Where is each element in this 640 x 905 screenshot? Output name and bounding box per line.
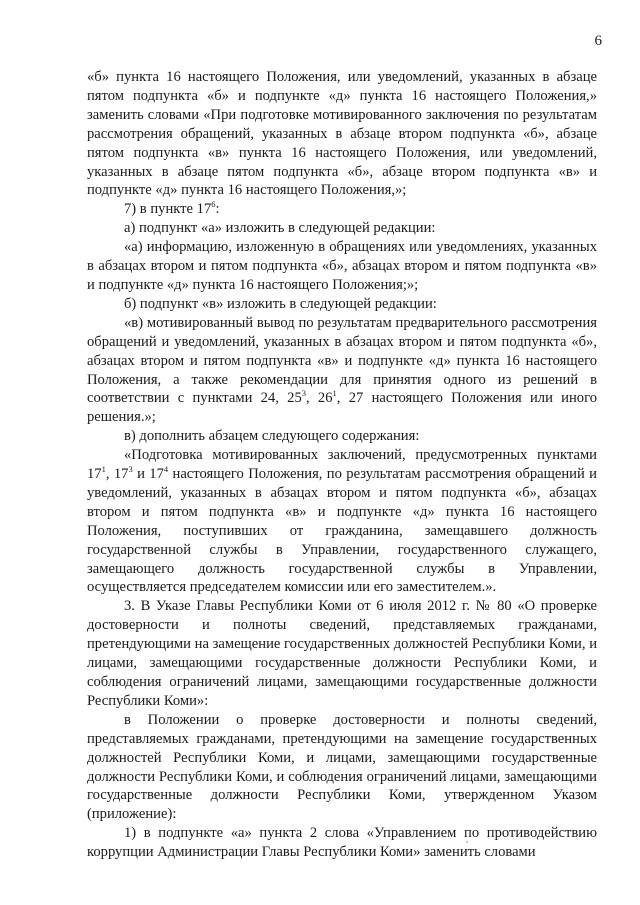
quote-v-text-2: , 26 [306,390,333,407]
superscript: 1 [101,464,106,475]
page-number: 6 [594,33,602,49]
document-body [87,68,597,862]
new-abzac-text-2: , 17 [105,466,129,483]
scan-speck [466,841,468,843]
superscript: 3 [128,464,133,475]
paragraph-new-abzac [87,446,597,597]
paragraph-subitem-v: в) дополнить абзацем следующего содержания: [124,428,420,445]
superscript: 3 [301,388,307,399]
new-abzac-text-4: настоящего Положения, по результатам рассмотрения обращений и уведомлений, указанных в абзацах втором и пятом подпункта «б», абзацах втором и пятом подпункта «в» и подпункте «д» пункта 16 настоящего Положения, поступивших от гражданина, замещавшего должность государственной службы в Управлении, государственного служащего, замещающего должность государственной службы в Управлении, осуществляется председателем комиссии или его заместителем.». [87,466,597,596]
paragraph-item-1: 1) в подпункте «а» пункта 2 слова «Управлением по противодействию коррупции Администрации Главы Республики Коми» заменить словами [87,825,597,861]
superscript: 1 [332,388,337,399]
new-abzac-text-3: и 17 [132,466,164,483]
paragraph-quote-v [87,314,597,427]
item-7-text: 7) в пункте 17 [124,201,212,218]
superscript: 4 [163,464,169,475]
superscript: 6 [211,199,216,210]
paragraph-quote-a: «а) информацию, изложенную в обращениях или уведомлениях, указанных в абзацах втором и пятом подпункта «б», абзацах втором и пятом подпункта «в» и подпункте «д» пункта 16 настоящего Положения;»; [87,239,597,293]
quote-v-text-3: , 27 настоящего Положения или иного решения.»; [87,390,597,426]
new-abzac-text-1: «Подготовка мотивированных заключений, предусмотренных пунктами 17 [87,447,597,483]
paragraph-item-7 [87,200,597,219]
paragraph-section-3: 3. В Указе Главы Республики Коми от 6 июля 2012 г. № 80 «О проверке достоверности и полноты сведений, представляемых гражданами, претендующими на замещение государственных должностей Республики Коми, и лицами, замещающими государственные должности Республики Коми, и соблюдения ограничений лицами, замещающими государственные должности Республики Коми»: [87,598,597,709]
paragraph-subitem-b: б) подпункт «в» изложить в следующей редакции: [124,295,437,312]
paragraph-subitem-a: а) подпункт «а» изложить в следующей редакции: [124,220,436,237]
quote-v-text-1: «в) мотивированный вывод по результатам предварительного рассмотрения обращений и уведомлений, указанных в абзацах втором и пятом подпункта «б», абзацах втором и пятом подпункта «в» и подпункте «д» пункта 16 настоящего Положения, а также рекомендации для принятия одного из решений в соответствии с пунктами 24, 25 [87,314,597,407]
item-7-colon: : [215,201,220,218]
paragraph-continuation: «б» пункта 16 настоящего Положения, или уведомлений, указанных в абзаце пятом подпункта «б» и подпункте «д» пункта 16 настоящего Положения,» заменить словами «При подготовке мотивированного заключения по результатам рассмотрения обращений, указанных в абзаце втором подпункта «б», абзаце пятом подпункта «в» пункта 16 настоящего Положения, или уведомлений, указанных в абзаце пятом подпункта «б», абзаце втором подпункта «в» и подпункте «д» пункта 16 настоящего Положения,»; [87,69,597,199]
paragraph-polozhenie: в Положении о проверке достоверности и полноты сведений, представляемых гражданами, претендующими на замещение государственных должностей Республики Коми, и лицами, замещающими государственные должности Республики Коми, и соблюдения ограничений лицами, замещающими государственные должности Республики Коми, утвержденном Указом (приложение): [87,711,597,823]
